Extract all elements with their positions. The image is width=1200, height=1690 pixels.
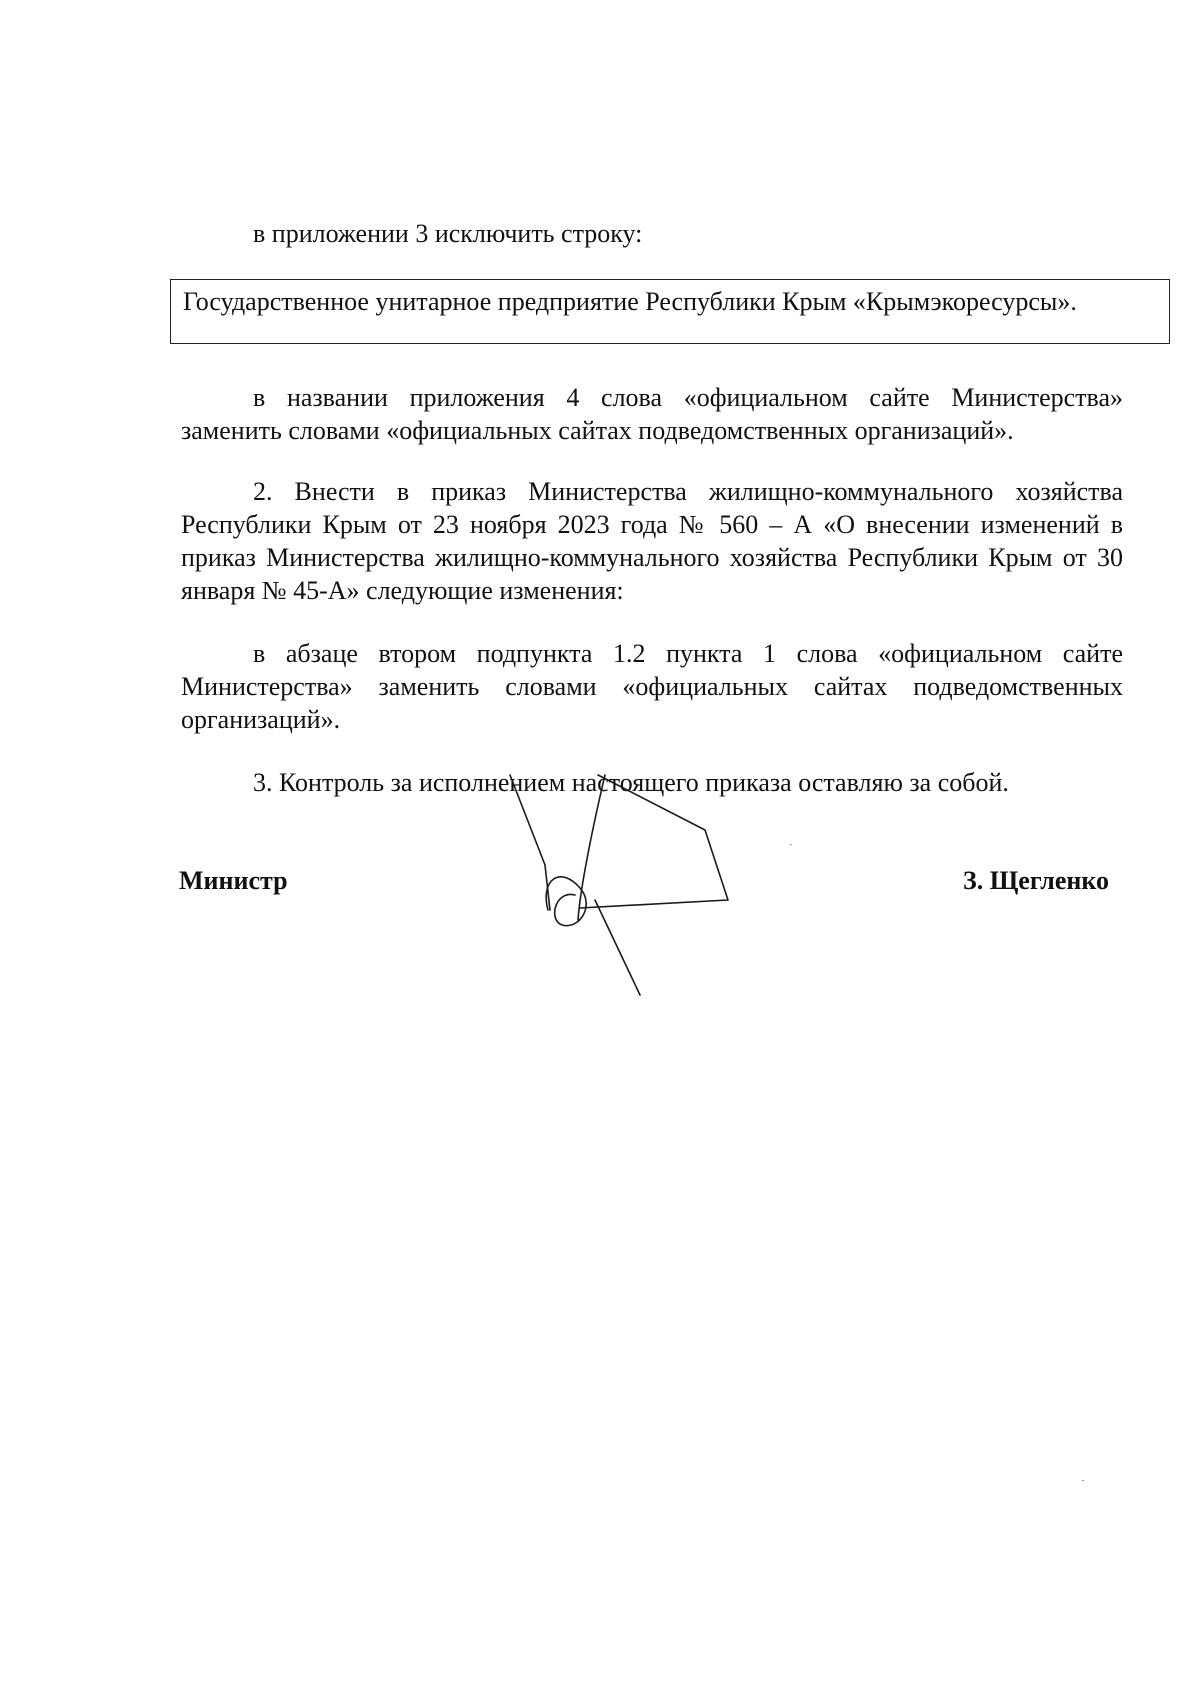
paragraph-text: в названии приложения 4 слова «официальном сайте Министерства» заменить словами «официальных сайтах подведомственных организаций». — [181, 383, 1123, 445]
paragraph-text: 2. Внести в приказ Министерства жилищно-коммунального хозяйства Республики Крым от 23 ноября 2023 года № 560 – А «О внесении изменений в приказ Министерства жилищно-коммунального хозяйства Республики Крым от 30 января № 45-А» следующие изменения: — [181, 477, 1123, 605]
paragraph-text: в абзаце втором подпункта 1.2 пункта 1 слова «официальном сайте Министерства» заменить словами «официальных сайтах подведомственных организаций». — [181, 639, 1123, 734]
paragraph-item-3: 3. Контроль за исполнением настоящего приказа оставляю за собой. — [253, 768, 1009, 797]
signatory-name: З. Щегленко — [963, 866, 1110, 895]
paragraph-item-2 — [181, 475, 1123, 607]
scan-speck — [790, 844, 792, 845]
excluded-row-table — [170, 279, 1170, 344]
table-row-text: Государственное унитарное предприятие Республики Крым «Крымэкоресурсы». — [183, 287, 1077, 316]
paragraph-subitem-1-2 — [181, 637, 1123, 736]
intro-line: в приложении 3 исключить строку: — [253, 219, 643, 248]
signatory-title: Министр — [179, 866, 288, 895]
handwritten-signature — [500, 770, 730, 1010]
paragraph-appendix-4 — [181, 381, 1123, 447]
scan-speck — [1082, 1480, 1084, 1481]
